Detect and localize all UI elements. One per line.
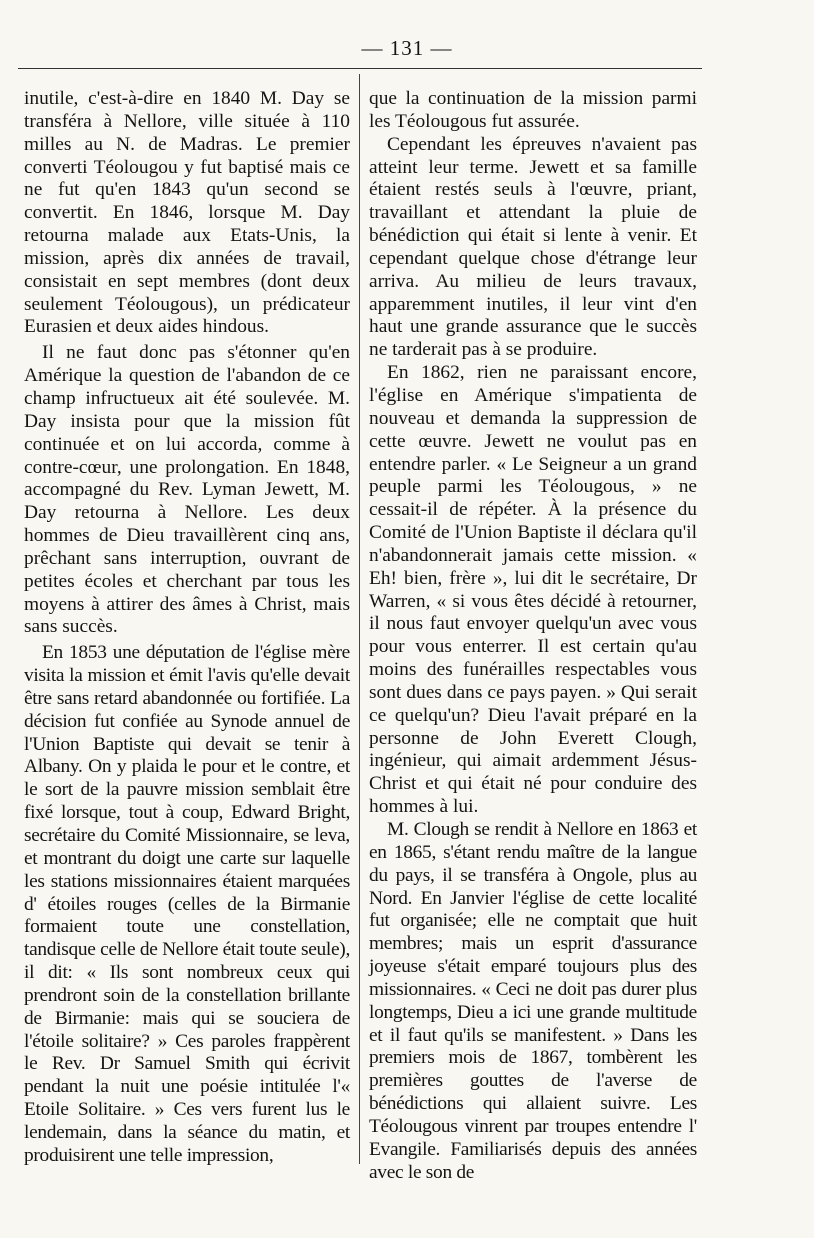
left-paragraph-2: Il ne faut donc pas s'étonner qu'en Amérique la question de l'abandon de ce champ infructueux ait été soulevée. M. Day insista pour que la mission fût continuée et on lui accorda, comme à contre-cœur, une prolongation. En 1848, accompagné du Rev. Lyman Jewett, M. Day retourna à Nellore. Les deux hommes de Dieu travaillèrent cinq ans, prêchant sans interruption, ouvrant de petites écoles et cherchant par tous les moyens à attirer des âmes à Christ, mais sans succès. xyxy=(24,342,350,638)
right-paragraph-2: Cependant les épreuves n'avaient pas atteint leur terme. Jewett et sa famille étaient restés seuls à l'œuvre, priant, travaillant et attendant la pluie de bénédiction qui était si lente à venir. Et cependant quelque chose d'étrange leur arriva. Au milieu de leurs travaux, apparemment inutiles, il leur vint d'en haut une grande assurance que le succès ne tarderait pas à se produire. xyxy=(369,133,697,361)
right-column xyxy=(369,88,697,1185)
header-rule xyxy=(18,68,702,69)
left-column xyxy=(24,88,350,1168)
column-divider xyxy=(359,74,360,1164)
left-paragraph-3: En 1853 une députation de l'église mère visita la mission et émit l'avis qu'elle devait être sans retard abandonnée ou fortifiée. La décision fut confiée au Synode annuel de l'Union Baptiste qui devait se tenir à Albany. On y plaida le pour et le contre, et le sort de la pauvre mission semblait être fixé lorsque, tout à coup, Edward Bright, secrétaire du Comité Missionnaire, se leva, et montrant du doigt une carte sur laquelle les stations missionnaires étaient marquées d' étoiles rouges (celles de la Birmanie formaient toute une constellation, tandisque celle de Nellore était toute seule), il dit: « Ils sont nombreux ceux qui prendront soin de la constellation brillante de Birmanie: mais qui se souciera de l'étoile solitaire? » Ces paroles frappèrent le Rev. Dr Samuel Smith qui écrivit pendant la nuit une poésie intitulée l'« Etoile Solitaire. » Ces vers furent lus le lendemain, dans la séance du matin, et produisirent une telle impression, xyxy=(24,642,350,1166)
left-paragraph-1: inutile, c'est-à-dire en 1840 M. Day se transféra à Nellore, ville située à 110 milles au N. de Madras. Le premier converti Téolougou y fut baptisé mais ce ne fut qu'en 1843 qu'un second se convertit. En 1846, lorsque M. Day retourna malade aux Etats-Unis, la mission, après dix années de travail, consistait en sept membres (dont deux seulement Téolougous), un prédicateur Eurasien et deux aides hindous. xyxy=(24,88,350,338)
right-paragraph-1: que la continuation de la mission parmi les Téolougous fut assurée. xyxy=(369,88,697,132)
right-paragraph-3: En 1862, rien ne paraissant encore, l'église en Amérique s'impatienta de nouveau et demanda la suppression de cette œuvre. Jewett ne voulut pas en entendre parler. « Le Seigneur a un grand peuple parmi les Téolougous, » ne cessait-il de répéter. À la présence du Comité de l'Union Baptiste il déclara qu'il n'abandonnerait jamais cette mission. « Eh! bien, frère », lui dit le secrétaire, Dr Warren, « si vous êtes décidé à retourner, il nous faut envoyer quelqu'un avec vous pour vous enterrer. Il est certain qu'au moins des funérailles respectables vous sont dues dans ce pays payen. » Qui serait ce quelqu'un? Dieu l'avait préparé en la personne de John Everett Clough, ingénieur, qui aimait ardemment Jésus-Christ et qui était né pour conduire des hommes à lui. xyxy=(369,362,697,818)
page-number: — 131 — xyxy=(361,36,453,60)
right-paragraph-4: M. Clough se rendit à Nellore en 1863 et en 1865, s'étant rendu maître de la langue du pays, il se transféra à Ongole, plus au Nord. En Janvier l'église de cette localité fut organisée; elle ne comptait que huit membres; mais un esprit d'assurance joyeuse s'était emparé toujours plus des missionnaires. « Ceci ne doit pas durer plus longtemps, Dieu a ici une grande multitude et il faut qu'ils se manifestent. » Dans les premiers mois de 1867, tombèrent les premières gouttes de l'averse de bénédictions qui allaient suivre. Les Téolougous vinrent par troupes entendre l' Evangile. Familiarisés depuis des années avec le son de xyxy=(369,819,697,1183)
